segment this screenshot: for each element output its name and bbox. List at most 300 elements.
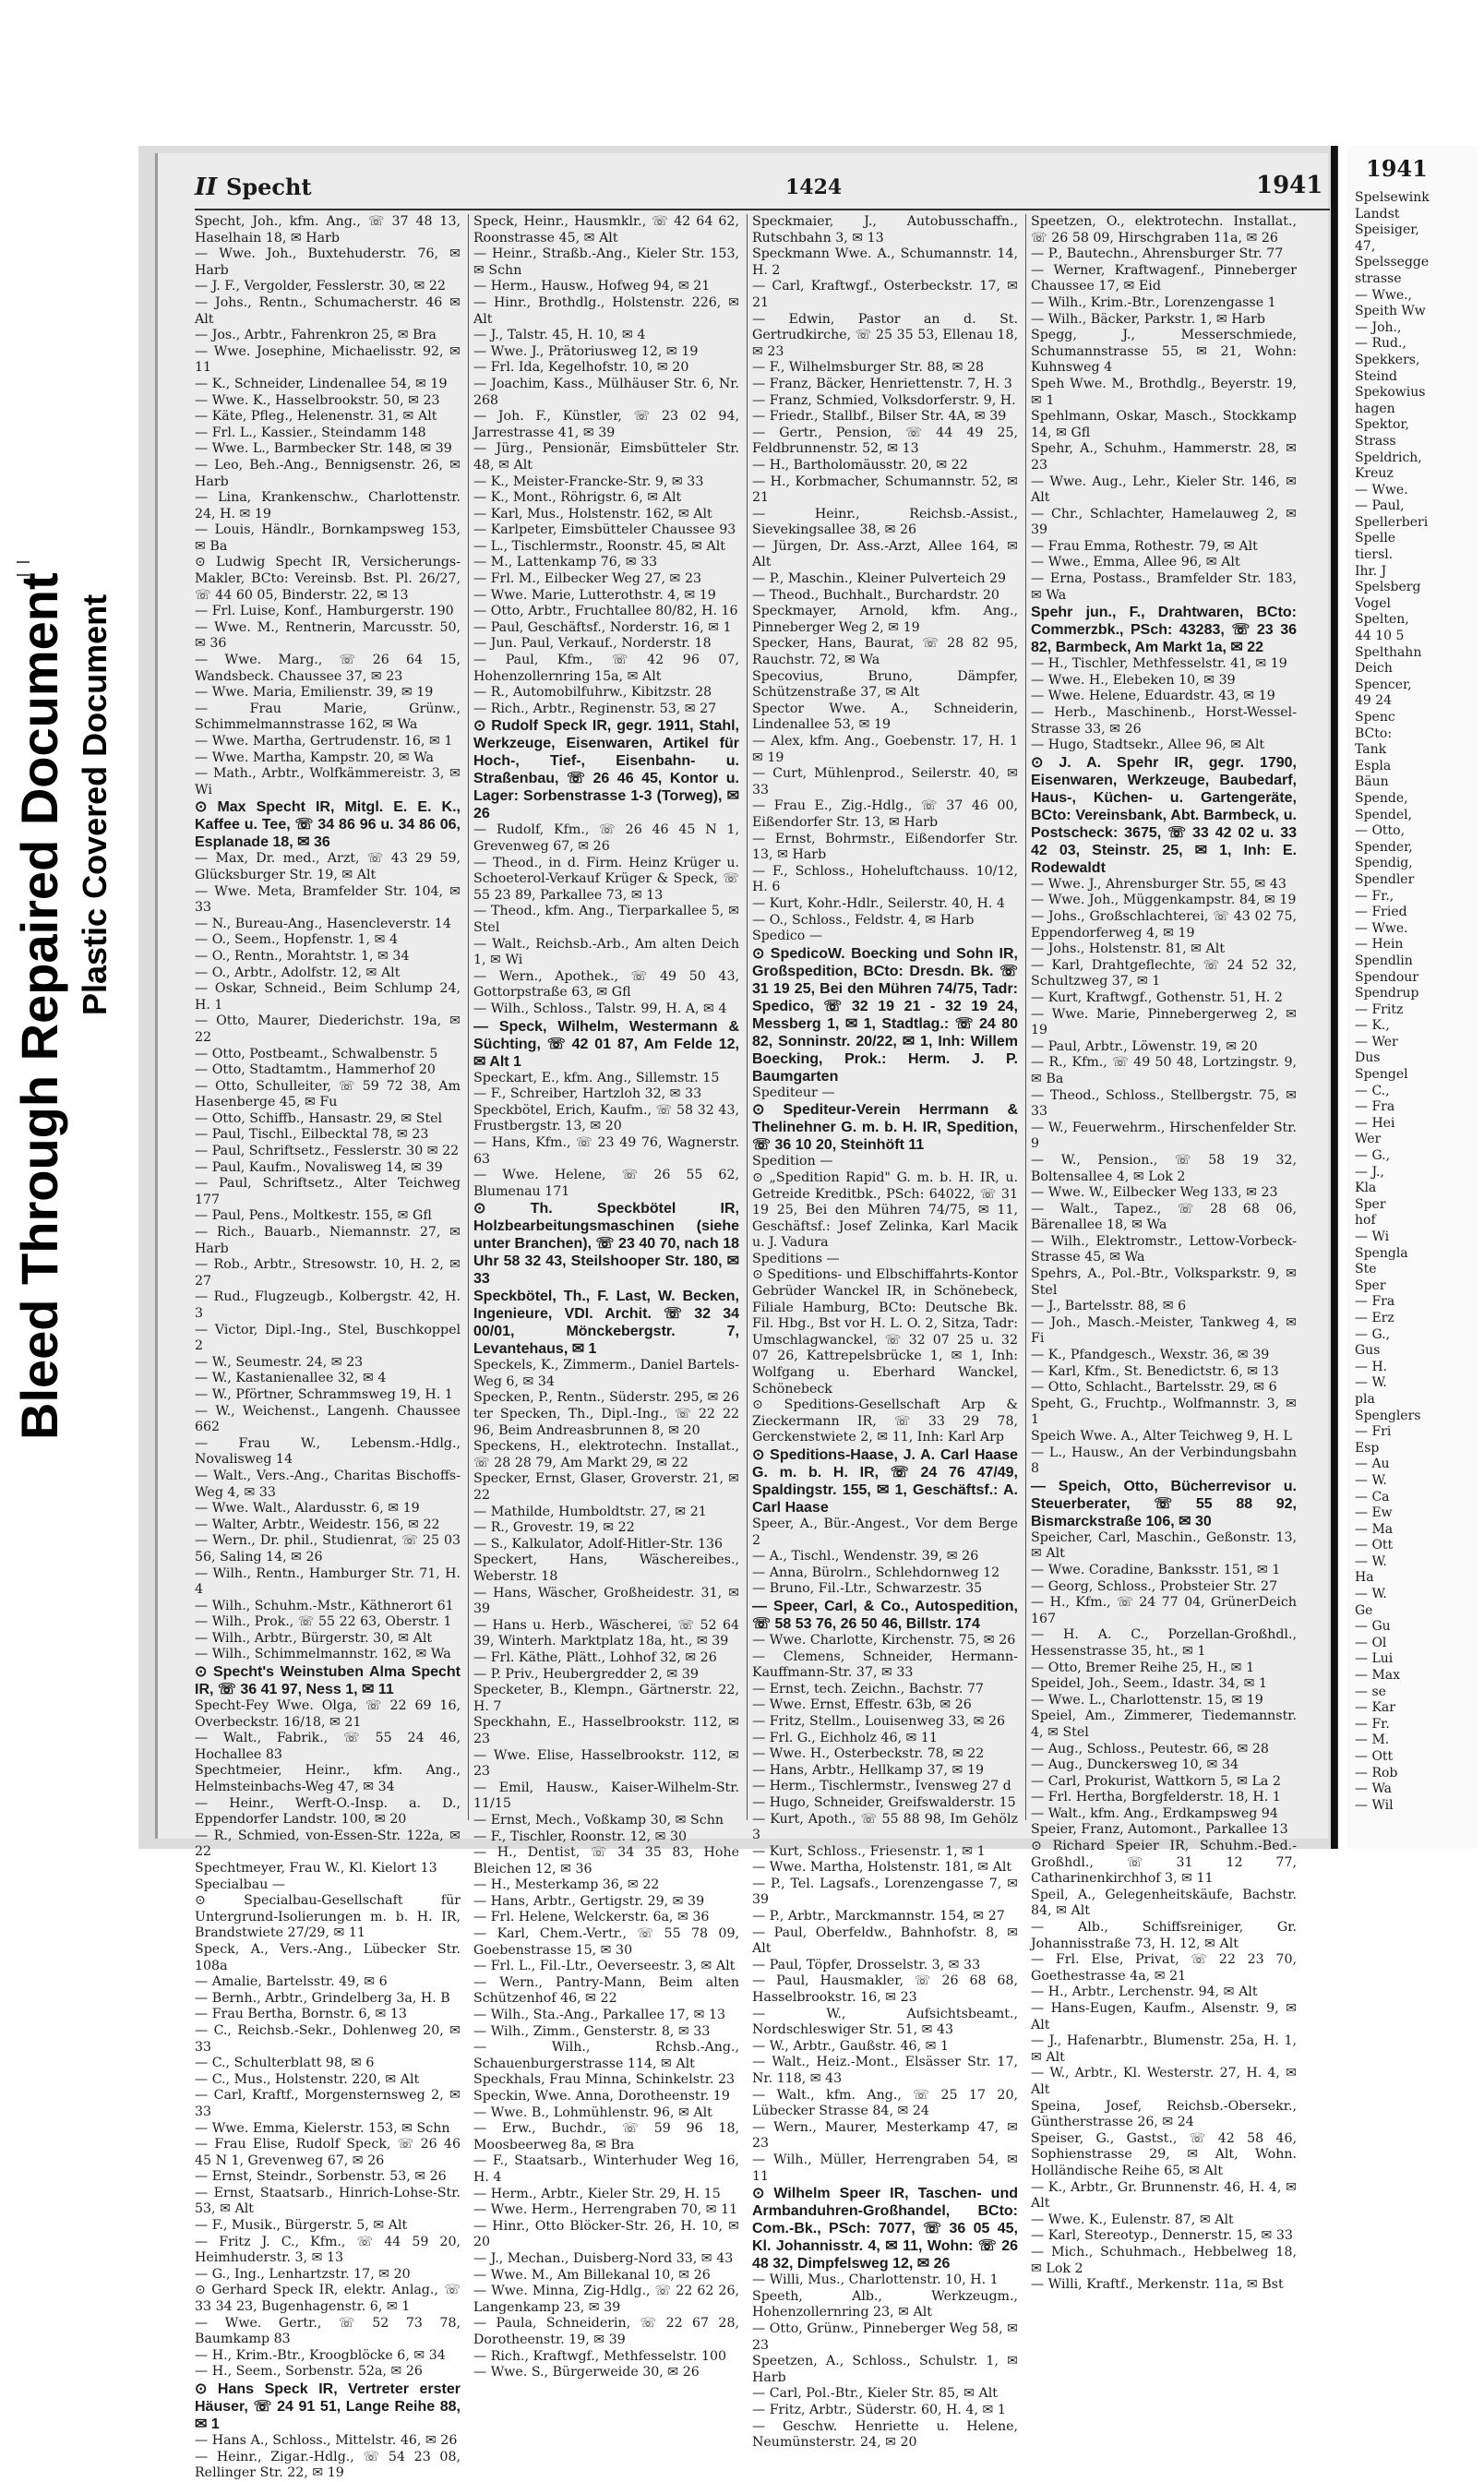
directory-entry: — J., Mechan., Duisberg-Nord 33, ✉ 43 [473,2250,734,2266]
directory-entry: — Wern., Dr. phil., Studienrat, ☏ 25 03 56, Saling 14, ✉ 26 [195,1533,461,1565]
directory-entry: — W., Arbtr., Gaußstr. 46, ✉ 1 [752,2038,950,2054]
facing-page-line: — Max [1355,1668,1401,1684]
facing-page-line: — Ca [1355,1489,1390,1505]
column-1 [195,214,461,2481]
directory-entry: — Fritz, Arbtr., Süderstr. 60, H. 4, ✉ 1 [752,2402,1006,2417]
directory-entry: — K., Meister-Francke-Str. 9, ✉ 33 [473,474,704,489]
facing-page-line: — Hei [1355,1115,1395,1131]
directory-entry: — Hans, Arbtr., Hellkamp 37, ✉ 19 [752,1762,984,1778]
directory-entry: — Carl, Kraftwgf., Osterbeckstr. 17, ✉ 21 [752,279,1018,310]
directory-entry: — Frau W., Lebensm.-Hdlg., Novalisweg 14 [195,1435,461,1468]
directory-entry: — Alb., Schiffsreiniger, Gr. Johannisstraße 73, H. 12, ✉ Alt [1031,1920,1297,1951]
directory-entry: — P., Tel. Lagsafs., Lorenzengasse 7, ✉ 39 [752,1876,1018,1908]
directory-entry: — Carl, Prokurist, Wattkorn 5, ✉ La 2 [1031,1773,1281,1789]
directory-entry: ⊙ Richard Speier IR, Schuhm.-Bed.-Großhdl., ☏ 31 12 77, Catharinenkirchhof 3, ✉ 11 [1031,1839,1297,1887]
facing-page-line: — Ott [1355,1538,1394,1553]
facing-page-line: Kla [1355,1181,1377,1196]
facing-page-year: 1941 [1366,155,1428,182]
directory-entry: — Frau Bertha, Bornstr. 6, ✉ 13 [195,2007,407,2022]
directory-entry: Speckens, H., elektrotechn. Installat., ☏ 28 28 79, Am Markt 29, ✉ 22 [473,1439,739,1470]
facing-page-line: Spendlin [1355,953,1413,968]
column-2 [473,214,739,2380]
facing-page-line: — W. [1355,1587,1387,1602]
facing-page-line: — W. [1355,1472,1387,1488]
directory-entry: — Paula, Schneiderin, ☏ 22 67 28, Dorotheenstr. 19, ✉ 39 [473,2316,739,2347]
directory-entry: — Ernst, Mech., Voßkamp 30, ✉ Schn [473,1812,724,1828]
directory-entry: — Walt., kfm. Ang., ☏ 25 17 20, Lübecker Strasse 84, ✉ 24 [752,2087,1018,2119]
directory-entry: ⊙ Specht's Weinstuben Alma Specht IR, ☏ 36 41 97, Ness 1, ✉ 11 [195,1664,461,1698]
directory-entry: Spehlmann, Oskar, Masch., Stockkamp 14, ✉ Gfl [1031,409,1297,440]
directory-entry: — Wwe. Martha, Holstenstr. 181, ✉ Alt [752,1860,1012,1876]
directory-entry: — Frl. Luise, Konf., Hamburgerstr. 190 [195,604,454,619]
directory-entry: — Rich., Kraftwgf., Methfesselstr. 100 [473,2348,727,2364]
facing-page-line: Steind [1355,368,1397,384]
facing-page-line: Spencer, [1355,677,1412,692]
directory-entry: — W., Feuerwehrm., Hirschenfelder Str. 9 [1031,1120,1297,1152]
directory-entry: — Wilh., Zimm., Gensterstr. 8, ✉ 33 [473,2023,711,2039]
directory-entry: — Wilh., Rchsb.-Ang., Schauenburgerstrasse 114, ✉ Alt [473,2040,739,2071]
directory-entry: — Otto, Arbtr., Fruchtallee 80/82, H. 16 [473,604,738,619]
facing-page-line: Spendour [1355,969,1418,985]
directory-entry: — Wwe. Marie, Pinnebergerweg 2, ✉ 19 [1031,1006,1297,1038]
facing-page-line: — Wwe. [1355,920,1408,936]
directory-entry: — Wwe. Walt., Alardusstr. 6, ✉ 19 [195,1501,420,1517]
directory-entry: Speckmann Wwe. A., Schumannstr. 14, H. 2 [752,246,1018,278]
directory-entry: — S., Kalkulator, Adolf-Hitler-Str. 136 [473,1536,724,1552]
directory-entry: — F., Musik., Bürgerstr. 5, ✉ Alt [195,2218,408,2234]
facing-page-line: — Kar [1355,1700,1395,1716]
facing-page-line: — Fr., [1355,888,1394,904]
directory-entry: Speht, G., Fruchtp., Wolfmannstr. 3, ✉ 1 [1031,1396,1297,1428]
directory-entry: — H., Seem., Sorbenstr. 52a, ✉ 26 [195,2364,423,2380]
directory-entry: — Herm., Hausw., Hofweg 94, ✉ 21 [473,279,711,294]
directory-entry: — Karl, Stereotyp., Dennerstr. 15, ✉ 33 [1031,2228,1293,2244]
directory-entry: — Wwe. L., Barmbecker Str. 148, ✉ 39 [195,441,452,457]
directory-entry: — Mich., Schuhmach., Hebbelweg 18, ✉ Lok 2 [1031,2244,1297,2276]
facing-page-line: Strass [1355,433,1396,449]
directory-entry: ⊙ Specialbau-Gesellschaft für Untergrund-Isolierungen m. b. H. IR, Brandstwiete 27/29, ✉ 11 [195,1893,461,1941]
facing-page-line: Spendig, [1355,856,1413,871]
directory-entry: — Lina, Krankenschw., Charlottenstr. 24, H. ✉ 19 [195,490,461,522]
directory-entry: — Franz, Schmied, Volksdorferstr. 9, H. [752,392,1016,408]
directory-entry: — Fritz J. C., Kfm., ☏ 44 59 20, Heimhuderstr. 3, ✉ 13 [195,2234,461,2266]
directory-entry: — Frl. Hertha, Borgfelderstr. 18, H. 1 [1031,1790,1281,1805]
facing-page-line: Spender, [1355,839,1413,855]
directory-entry: — Otto, Postbeamt., Schwalbenstr. 5 [195,1046,438,1061]
directory-entry: — Paul, Oberfeldw., Bahnhofstr. 8, ✉ Alt [752,1924,1018,1957]
directory-entry: — Wwe., Emma, Allee 96, ✉ Alt [1031,555,1240,570]
directory-entry: — W., Arbtr., Kl. Westerstr. 27, H. 4, ✉ Alt [1031,2066,1297,2097]
directory-entry: Speckbötel, Erich, Kaufm., ☏ 58 32 43, Frustbergstr. 13, ✉ 20 [473,1102,739,1134]
directory-entry: — Wilh., Schloss., Talstr. 99, H. A, ✉ 4 [473,1001,727,1016]
directory-entry: — Walt., Vers.-Ang., Charitas Bischoffs-Weg 4, ✉ 33 [195,1468,461,1500]
directory-entry: — Wwe. Charlotte, Kirchenstr. 75, ✉ 26 [752,1632,1016,1648]
facing-page-line: — Hein [1355,937,1404,953]
directory-entry: — Aug., Dunckersweg 10, ✉ 34 [1031,1757,1239,1773]
directory-entry: — Paul, Töpfer, Drosselstr. 3, ✉ 33 [752,1957,981,1972]
facing-page-line: Sper [1355,1196,1386,1212]
directory-entry: Specht-Fey Wwe. Olga, ☏ 22 69 16, Overbeckstr. 16/18, ✉ 21 [195,1698,461,1730]
facing-page-line: — Rud., [1355,336,1406,352]
directory-entry: — L., Tischlermstr., Roonstr. 45, ✉ Alt [473,538,725,554]
directory-entry: — W., Seumestr. 24, ✉ 23 [195,1354,364,1370]
facing-page-line: Spenc [1355,710,1395,725]
facing-page-line: Ha [1355,1570,1374,1586]
facing-page-line: hagen [1355,401,1395,416]
directory-entry: Speck, Heinr., Hausmklr., ☏ 42 64 62, Roonstrasse 45, ✉ Alt [473,214,739,246]
directory-entry: — Rud., Flugzeugb., Kolbergstr. 42, H. 3 [195,1289,461,1321]
directory-entry: — Theod., Schloss., Stellbergstr. 75, ✉ 33 [1031,1087,1297,1120]
directory-entry: — Heinr., Werft-O.-Insp. a. D., Eppendorfer Landstr. 100, ✉ 20 [195,1795,461,1828]
directory-entry: Speina, Josef, Reichsb.-Obersekr., Güntherstrasse 26, ✉ 24 [1031,2098,1297,2130]
directory-entry: — G., Ing., Lenhartzstr. 17, ✉ 20 [195,2266,411,2282]
facing-page-line: Spendel, [1355,807,1413,822]
facing-page-line: — Paul, [1355,498,1405,514]
facing-page-line: Ste [1355,1262,1377,1277]
directory-entry: — Wwe. Meta, Bramfelder Str. 104, ✉ 33 [195,883,461,916]
directory-page [155,153,1328,2481]
facing-page-line: Speldrich, [1355,450,1422,465]
facing-page-line: — Rob [1355,1765,1398,1781]
directory-entry: ⊙ Speditions- und Elbschiffahrts-Kontor Gebrüder Wanckel IR, in Schönebeck, Filiale Hamburg, BCto: Deutsche Bk. Fil. Hbg., Bst vor H. L. O. 2, Sitza, Tadr: Umschlagwanckel, ☏ 32 07 25 u. 32 07 26, Kattrepelsbrücke 1, ✉ 1, Inh: Wolfgang u. Eberhard Wanckel, Schönebeck [752,1267,1018,1397]
directory-entry: — Wwe. B., Lohmühlenstr. 96, ✉ Alt [473,2104,712,2120]
directory-entry: — Walt., kfm. Ang., Erdkampsweg 94 [1031,1805,1278,1821]
directory-entry: — F., Schreiber, Hartzloh 32, ✉ 33 [473,1086,702,1102]
directory-entry: Spegg, J., Messerschmiede, Schumannstrasse 55, ✉ 21, Wohn: Kuhnsweg 4 [1031,328,1297,376]
facing-page-line: — Erz [1355,1310,1394,1325]
directory-entry: — M., Lattenkamp 76, ✉ 33 [473,555,658,570]
directory-entry: ⊙ Max Specht IR, Mitgl. E. E. K., Kaffee u. Tee, ☏ 34 86 96 u. 34 86 06, Esplanade 18, ✉ 36 [195,799,461,851]
directory-entry: — Werner, Kraftwagenf., Pinneberger Chaussee 17, ✉ Eid [1031,262,1297,294]
facing-page-line: Spellerberi [1355,514,1429,530]
facing-page-line: Wer [1355,1132,1382,1147]
directory-entry: — Käte, Pfleg., Helenenstr. 31, ✉ Alt [195,409,437,425]
facing-page-line: pla [1355,1391,1375,1407]
scanned-page [138,146,1338,2481]
directory-entry: — Hans u. Herb., Wäscherei, ☏ 52 64 39, Winterh. Marktplatz 18a, ht., ✉ 39 [473,1617,739,1649]
facing-page-line: — M. [1355,1733,1390,1748]
facing-page-line: Spende, [1355,790,1408,806]
directory-entry: Speckart, E., kfm. Ang., Sillemstr. 15 [473,1070,720,1085]
facing-page-line: — Fra [1355,1099,1395,1115]
directory-entry: — Karl, Kfm., St. Benedictstr. 6, ✉ 13 [1031,1363,1279,1379]
directory-entry: — Speich, Otto, Bücherrevisor u. Steuerberater, ☏ 55 88 92, Bismarckstraße 106, ✉ 30 [1031,1478,1297,1529]
directory-entry: — P., Bautechn., Ahrensburger Str. 77 [1031,246,1284,262]
column-4 [1031,214,1297,2293]
directory-entry: — Emil, Hausw., Kaiser-Wilhelm-Str. 11/15 [473,1780,739,1812]
directory-entry: Speeth, Alb., Werkzeugm., Hohenzollernring 23, ✉ Alt [752,2288,1018,2320]
directory-entry: — Wwe. K., Hasselbrookstr. 50, ✉ 23 [195,392,440,408]
directory-entry: — R., Grovestr. 19, ✉ 22 [473,1520,635,1536]
page-year: 1941 [1256,172,1323,199]
directory-entry: — Hans, Wäscher, Großheidestr. 31, ✉ 39 [473,1585,739,1617]
directory-entry: — Fritz, Stellm., Louisenweg 33, ✉ 26 [752,1713,1006,1729]
directory-entry: — Carl, Kraftf., Morgensternsweg 2, ✉ 33 [195,2088,461,2119]
facing-page-line: — H. [1355,1359,1388,1374]
directory-entry: — Willi, Mus., Charlottenstr. 10, H. 1 [752,2272,999,2288]
directory-entry: — Wilh., Rentn., Hamburger Str. 71, H. 4 [195,1565,461,1598]
directory-entry: — Wwe. M., Rentnerin, Marcusstr. 50, ✉ 36 [195,619,461,652]
directory-entry: — Paul, Schriftsetz., Fesslerstr. 30 ✉ 22 [195,1144,460,1159]
directory-entry: ⊙ Th. Speckbötel IR, Holzbearbeitungsmaschinen (siehe unter Branchen), ☏ 23 40 70, nach 18 Uhr 58 32 43, Steilshooper Str. 180, ✉ 33 [473,1201,739,1288]
facing-page-line: 44 10 5 [1355,629,1405,644]
directory-entry: — Anna, Bürolrn., Schlehdornweg 12 [752,1565,1000,1580]
directory-entry: Speiel, Am., Zimmerer, Tiedemannstr. 4, ✉ Stel [1031,1709,1297,1740]
facing-page-line: — Wer [1355,1034,1398,1049]
facing-page-line: Spekkers, [1355,352,1420,367]
label-bleed-through: Bleed Through Repaired Document [10,572,68,1440]
directory-entry: — Walt., Reichsb.-Arb., Am alten Deich 1, ✉ Wi [473,936,739,968]
facing-page-line: Spelthahn [1355,644,1422,660]
facing-page-line: — Ew [1355,1505,1393,1521]
facing-page-line: — Gu [1355,1619,1391,1635]
facing-page-line: Kreuz [1355,466,1394,482]
facing-page-line: — Wwe., [1355,287,1413,303]
directory-entry: — Wwe. Emma, Kielerstr. 153, ✉ Schn [195,2120,450,2136]
directory-entry: ⊙ Wilhelm Speer IR, Taschen- und Armbanduhren-Großhandel, BCto: Com.-Bk., PSch: 7077, ☏ 36 05 45, Kl. Johannisstr. 4, ✉ 11, Wohn: ☏ 26 48 32, Dimpfelsweg 12, ✉ 26 [752,2186,1018,2272]
directory-entry: — Otto, Bremer Reihe 25, H., ✉ 1 [1031,1660,1255,1675]
directory-entry: — H., Tischler, Methfesselstr. 41, ✉ 19 [1031,656,1287,672]
directory-entry: Spehrs, A., Pol.-Btr., Volksparkstr. 9, ✉ Stel [1031,1266,1297,1298]
directory-entry: — Wilh., Sta.-Ang., Parkallee 17, ✉ 13 [473,2008,726,2023]
directory-entry: — Wwe. S., Bürgerweide 30, ✉ 26 [473,2365,700,2380]
facing-page-line: Spelsewink [1355,190,1430,205]
directory-entry: ⊙ SpedicoW. Boecking und Sohn IR, Großspedition, BCto: Dresdn. Bk. ☏ 31 19 25, Bei den Mühren 74/75, Tadr: Spedico, ☏ 32 19 21 - 32 19 24, Messberg 1, ✉ 1, Stadtlag.: ☏ 24 80 82, Sonninstr. 20/22, ✉ 1, Inh: Willem Boecking, Prok.: Herm. J. P. Baumgarten [752,945,1018,1085]
directory-entry: — F., Staatsarb., Winterhuder Weg 16, H. 4 [473,2153,739,2185]
facing-page-line: Ihr. J [1355,563,1387,579]
directory-entry: — Otto, Grünw., Pinneberger Weg 58, ✉ 23 [752,2320,1018,2353]
directory-entry: — F., Wilhelmsburger Str. 88, ✉ 28 [752,360,985,376]
directory-entry: — Frl. Else, Privat, ☏ 22 23 70, Goethestrasse 4a, ✉ 21 [1031,1952,1297,1984]
directory-entry: Specken, P., Rentn., Süderstr. 295, ✉ 26 [473,1390,739,1406]
directory-entry: — F., Tischler, Roonstr. 12, ✉ 30 [473,1829,688,1844]
facing-page-line: tiersl. [1355,547,1394,563]
facing-page-line: — C., [1355,1083,1390,1098]
directory-entry: — Walt., Heiz.-Mont., Elsässer Str. 17, Nr. 118, ✉ 43 [752,2055,1018,2086]
facing-page-line: — G., [1355,1148,1391,1164]
directory-entry: — Herm., Arbtr., Kieler Str. 29, H. 15 [473,2186,721,2201]
directory-entry: — O., Seem., Hopfenstr. 1, ✉ 4 [195,932,398,948]
directory-entry: — Erw., Buchdr., ☏ 59 96 18, Moosbeerweg 8a, ✉ Bra [473,2121,739,2152]
directory-entry: Spedition — [752,1154,833,1169]
directory-entry: Speditions — [752,1251,840,1266]
facing-page-line: — Wwe. [1355,482,1408,498]
directory-entry: — Joachim, Kass., Mülhäuser Str. 6, Nr. 268 [473,376,739,408]
directory-entry: — Speck, Wilhelm, Westermann & Süchting, ☏ 42 01 87, Am Felde 12, ✉ Alt 1 [473,1018,739,1070]
directory-entry: — Johs., Holstenstr. 81, ✉ Alt [1031,941,1226,957]
directory-entry: — Chr., Schlachter, Hamelauweg 2, ✉ 39 [1031,506,1297,538]
directory-entry: — Theod., Buchhalt., Burchardstr. 20 [752,587,999,603]
directory-entry: Speidel, Joh., Seem., Idastr. 34, ✉ 1 [1031,1676,1268,1692]
directory-entry: — K., Schneider, Lindenallee 54, ✉ 19 [195,376,448,391]
directory-entry: — Rich., Arbtr., Reginenstr. 53, ✉ 27 [473,701,717,716]
directory-entry: — Paul, Kfm., ☏ 42 96 07, Hohenzollernring 15a, ✉ Alt [473,653,739,684]
directory-entry: Specialbau — [195,1876,286,1892]
facing-page-line: — Fra [1355,1294,1395,1310]
directory-entry: ⊙ Speditions-Haase, J. A. Carl Haase G. m. b. H. IR, ☏ 24 76 47/49, Spaldingstr. 155, ✉ 1, Geschäftsf.: A. Carl Haase [752,1447,1018,1516]
facing-page-line: — Fr. [1355,1716,1390,1732]
directory-entry: Speetzen, A., Schloss., Schulstr. 1, ✉ Harb [752,2354,1018,2385]
directory-entry: — Johs., Rentn., Schumacherstr. 46 ✉ Alt [195,294,461,327]
directory-entry: — Georg, Schloss., Probsteier Str. 27 [1031,1578,1278,1594]
directory-entry: — W., Kastanienallee 32, ✉ 4 [195,1371,387,1386]
directory-entry: — Hans, Arbtr., Gertigstr. 29, ✉ 39 [473,1893,705,1909]
directory-entry: — Edwin, Pastor an d. St. Gertrudkirche, ☏ 25 35 53, Ellenau 18, ✉ 23 [752,311,1018,359]
directory-entry: — Wwe. Helene, Eduardstr. 43, ✉ 19 [1031,689,1275,704]
directory-entry: — Jos., Arbtr., Fahrenkron 25, ✉ Bra [195,328,437,343]
directory-entry: — H., Mesterkamp 36, ✉ 22 [473,1877,660,1893]
facing-page-line: hof [1355,1213,1376,1229]
directory-entry: — R., Schmied, von-Essen-Str. 122a, ✉ 22 [195,1828,461,1860]
directory-entry: — J., Bartelsstr. 88, ✉ 6 [1031,1299,1187,1314]
directory-entry: ⊙ Rudolf Speck IR, gegr. 1911, Stahl, Werkzeuge, Eisenwaren, Artikel für Hoch-, Tief-, Eisenbahn- u. Straßenbau, ☏ 26 46 45, Kontor u. Lager: Sorbenstrasse 1-3 (Torweg), ✉ 26 [473,718,739,822]
directory-entry: — Frl. M., Eilbecker Weg 27, ✉ 23 [473,571,702,587]
directory-entry: — Otto, Schulleiter, ☏ 59 72 38, Am Hasenberge 45, ✉ Fu [195,1078,461,1110]
column-rule [468,214,469,1820]
directory-entry: Speckin, Wwe. Anna, Dorotheenstr. 19 [473,2089,730,2104]
directory-entry: — Wern., Pantry-Mann, Beim alten Schützenhof 46, ✉ 22 [473,1974,739,2007]
directory-entry: — Otto, Schlacht., Bartelsstr. 29, ✉ 6 [1031,1380,1277,1396]
page-number: 1424 [785,175,843,199]
column-rule [747,214,748,1820]
directory-entry: ⊙ Ludwig Specht IR, Versicherungs-Makler, BCto: Vereinsb. Bst. Pl. 26/27, ☏ 44 60 05, Binderstr. 22, ✉ 13 [195,555,461,603]
facing-page-line: — Fried [1355,905,1407,920]
directory-entry: — Wwe. Maria, Emilienstr. 39, ✉ 19 [195,685,434,701]
directory-entry: — Amalie, Bartelsstr. 49, ✉ 6 [195,1974,388,1990]
directory-entry: — F., Schloss., Hoheluftchauss. 10/12, H. 6 [752,863,1018,895]
directory-entry: — Victor, Dipl.-Ing., Stel, Buschkoppel 2 [195,1322,461,1354]
directory-entry: — Louis, Händlr., Bornkampsweg 153, ✉ Ba [195,522,461,554]
facing-page-line: Deich [1355,661,1393,677]
directory-entry: — Paul, Tischl., Eilbecktal 78, ✉ 23 [195,1127,429,1143]
directory-entry: — Wilh., Schuhm.-Mstr., Käthnerort 61 [195,1598,454,1613]
directory-entry: — Paul, Schriftsetz., Alter Teichweg 177 [195,1176,461,1207]
directory-entry: — R., Automobilfuhrw., Kibitzstr. 28 [473,685,712,701]
directory-entry: — Hinr., Otto Blöcker-Str. 26, H. 10, ✉ 20 [473,2218,739,2250]
directory-entry: — Hans, Kfm., ☏ 23 49 76, Wagnerstr. 63 [473,1134,739,1167]
facing-page-line: — Otto, [1355,823,1406,839]
directory-entry: — Wwe. Gertr., ☏ 52 73 78, Baumkamp 83 [195,2315,461,2347]
directory-entry: — Heinr., Zigar.-Hdlg., ☏ 54 23 08, Rellinger Str. 22, ✉ 19 [195,2449,461,2481]
directory-entry: Speckhahn, E., Hasselbrookstr. 112, ✉ 23 [473,1715,739,1746]
facing-page-line: Ge [1355,1602,1373,1618]
facing-page-line: Spelsberg [1355,580,1421,595]
facing-page-line: Spelle [1355,531,1396,546]
directory-entry: — Bruno, Fil.-Ltr., Schwarzestr. 35 [752,1581,983,1597]
directory-entry: — Wern., Maurer, Mesterkamp 47, ✉ 23 [752,2119,1018,2152]
directory-entry: — Wwe. J., Prätoriusweg 12, ✉ 19 [473,343,699,359]
facing-page-line: Landst [1355,206,1400,222]
running-head [195,172,1330,210]
directory-entry: — Wwe. Martha, Gertrudenstr. 16, ✉ 1 [195,734,453,749]
directory-entry: — J., Hafenarbtr., Blumenstr. 25a, H. 1, ✉ Alt [1031,2033,1297,2065]
directory-entry: Specker, Hans, Baurat, ☏ 28 82 95, Rauchstr. 72, ✉ Wa [752,636,1018,668]
directory-entry: — Ernst, Steindr., Sorbenstr. 53, ✉ 26 [195,2169,447,2185]
directory-entry: — Wwe. H., Elebeken 10, ✉ 39 [1031,672,1236,688]
facing-page-line: — W. [1355,1553,1387,1569]
directory-entry: — Frau E., Zig.-Hdlg., ☏ 37 46 00, Eißendorfer Str. 13, ✉ Harb [752,798,1018,830]
facing-page-line: 49 24 [1355,693,1393,709]
directory-entry: Speckels, K., Zimmerm., Daniel Bartels-Weg 6, ✉ 34 [473,1358,739,1389]
directory-entry: — Wwe. K., Eulenstr. 87, ✉ Alt [1031,2212,1234,2227]
directory-entry: — Wilh., Müller, Herrengraben 54, ✉ 11 [752,2152,1018,2184]
directory-entry: — Paul, Geschäftsf., Norderstr. 16, ✉ 1 [473,619,732,635]
directory-entry: — Rich., Bauarb., Niemannstr. 27, ✉ Harb [195,1225,461,1256]
directory-entry: Speicher, Carl, Maschin., Geßonstr. 13, ✉ Alt [1031,1529,1297,1562]
facing-page-line: — se [1355,1684,1386,1699]
directory-entry: Speh Wwe. M., Brothdlg., Beyerstr. 19, ✉ 1 [1031,376,1297,408]
directory-entry: — W., Aufsichtsbeamt., Nordschleswiger Str. 51, ✉ 43 [752,2006,1018,2038]
directory-entry: — P., Maschin., Kleiner Pulverteich 29 [752,571,1007,587]
directory-entry: — P., Arbtr., Marckmannstr. 154, ✉ 27 [752,1909,1005,1924]
facing-page-line: Spelssegge [1355,255,1430,270]
directory-entry: Spehr jun., F., Drahtwaren, BCto: Commerzbk., PSch: 43283, ☏ 23 36 82, Barmbeck, Am Markt 1a, ✉ 22 [1031,605,1297,656]
directory-entry: Spediteur — [752,1085,835,1100]
directory-entry: — Erna, Postass., Bramfelder Str. 183, ✉ Wa [1031,571,1297,603]
facing-page-line: Spengel [1355,1067,1408,1083]
directory-entry: — Paul, Arbtr., Löwenstr. 19, ✉ 20 [1031,1038,1258,1054]
directory-entry: — Ernst, tech. Zeichn., Bachstr. 77 [752,1681,984,1697]
directory-entry: — Kurt, Kohr.-Hdlr., Seilerstr. 40, H. 4 [752,895,1005,911]
directory-entry: — Jun. Paul, Verkauf., Norderstr. 18 [473,636,712,652]
directory-entry: — Clemens, Schneider, Hermann-Kauffmann-Str. 37, ✉ 33 [752,1649,1018,1681]
facing-page-line: Spektor, [1355,417,1409,433]
directory-entry: ⊙ Gerhard Speck IR, elektr. Anlag., ☏ 33 34 23, Bugenhagenstr. 6, ✉ 1 [195,2283,461,2315]
directory-entry: — Wwe. Marie, Lutterothstr. 4, ✉ 19 [473,587,716,603]
directory-entry: Specketer, B., Klempn., Gärtnerstr. 22, H. 7 [473,1683,739,1714]
section-number: II [195,174,218,201]
directory-entry: — Geschw. Henriette u. Helene, Neumünsterstr. 24, ✉ 20 [752,2418,1018,2451]
directory-entry: — Hugo, Schneider, Greifswalderstr. 15 [752,1794,1016,1810]
directory-entry: — R., Kfm., ☏ 49 50 48, Lortzingstr. 9, ✉ Ba [1031,1055,1297,1086]
directory-entry: — J., Talstr. 45, H. 10, ✉ 4 [473,328,646,343]
directory-entry: ⊙ Hans Speck IR, Vertreter erster Häuser, ☏ 24 91 51, Lange Reihe 88, ✉ 1 [195,2381,461,2432]
directory-entry: Speier, Franz, Automont., Parkallee 13 [1031,1822,1288,1838]
directory-entry: — Paul, Pens., Moltkestr. 155, ✉ Gfl [195,1208,432,1224]
directory-entry: — Leo, Beh.-Ang., Bennigsenstr. 26, ✉ Harb [195,457,461,489]
facing-page-line: Espla [1355,758,1392,773]
facing-page-line: Dus [1355,1050,1381,1066]
directory-entry: — Walter, Arbtr., Weidestr. 156, ✉ 22 [195,1517,440,1532]
directory-entry: — Wwe. Coradine, Banksstr. 151, ✉ 1 [1031,1562,1281,1577]
directory-entry: Speiser, G., Gastst., ☏ 42 58 46, Sophienstrasse 29, ✉ Alt, Wohn. Holländische Reihe 65, ✉ Alt [1031,2130,1297,2178]
directory-entry: — Karlpeter, Eimsbütteler Chaussee 93 [473,522,736,538]
directory-entry: — O., Schloss., Feldstr. 4, ✉ Harb [752,912,975,928]
directory-entry: — K., Arbtr., Gr. Brunnenstr. 46, H. 4, ✉ Alt [1031,2179,1297,2212]
directory-entry: — Wwe. M., Am Billekanal 10, ✉ 26 [473,2267,711,2283]
facing-page-line: Esp [1355,1440,1380,1456]
column-3 [752,214,1018,2451]
directory-entry: — Joh. F., Künstler, ☏ 23 02 94, Jarrestrasse 41, ✉ 39 [473,409,739,440]
directory-entry: — Wwe. Helene, ☏ 26 55 62, Blumenau 171 [473,1168,739,1199]
directory-entry: — C., Schulterblatt 98, ✉ 6 [195,2056,375,2071]
directory-entry: — N., Bureau-Ang., Hasencleverstr. 14 [195,916,451,931]
directory-entry: — Curt, Mühlenprod., Seilerstr. 40, ✉ 33 [752,766,1018,797]
directory-entry: — Bernh., Arbtr., Grindelberg 3a, H. B [195,1990,450,2006]
directory-entry: — Wilh., Schimmelmannstr. 162, ✉ Wa [195,1647,451,1662]
directory-entry: — Wwe. L., Charlottenstr. 15, ✉ 19 [1031,1692,1263,1708]
facing-page-line: Speisiger, [1355,222,1419,238]
directory-entry: — Wwe. Joh., Müggenkampstr. 84, ✉ 19 [1031,893,1297,908]
directory-entry: — K., Mont., Röhrigstr. 6, ✉ Alt [473,490,682,506]
facing-page-line: — Au [1355,1457,1390,1472]
directory-entry: — Kurt, Schloss., Friesenstr. 1, ✉ 1 [752,1843,986,1859]
directory-entry: — Gertr., Pension, ☏ 44 49 25, Feldbrunnenstr. 52, ✉ 13 [752,425,1018,457]
directory-entry: — Jürgen, Dr. Ass.-Arzt, Allee 164, ✉ Alt [752,538,1018,570]
columns [195,214,1330,2481]
directory-entry: — Oskar, Schneid., Beim Schlump 24, H. 1 [195,981,461,1013]
directory-entry: — Theod., in d. Firm. Heinz Krüger u. Schoeterol-Verkauf Krüger & Speck, ☏ 55 23 89, Parkallee 73, ✉ 13 [473,855,739,903]
